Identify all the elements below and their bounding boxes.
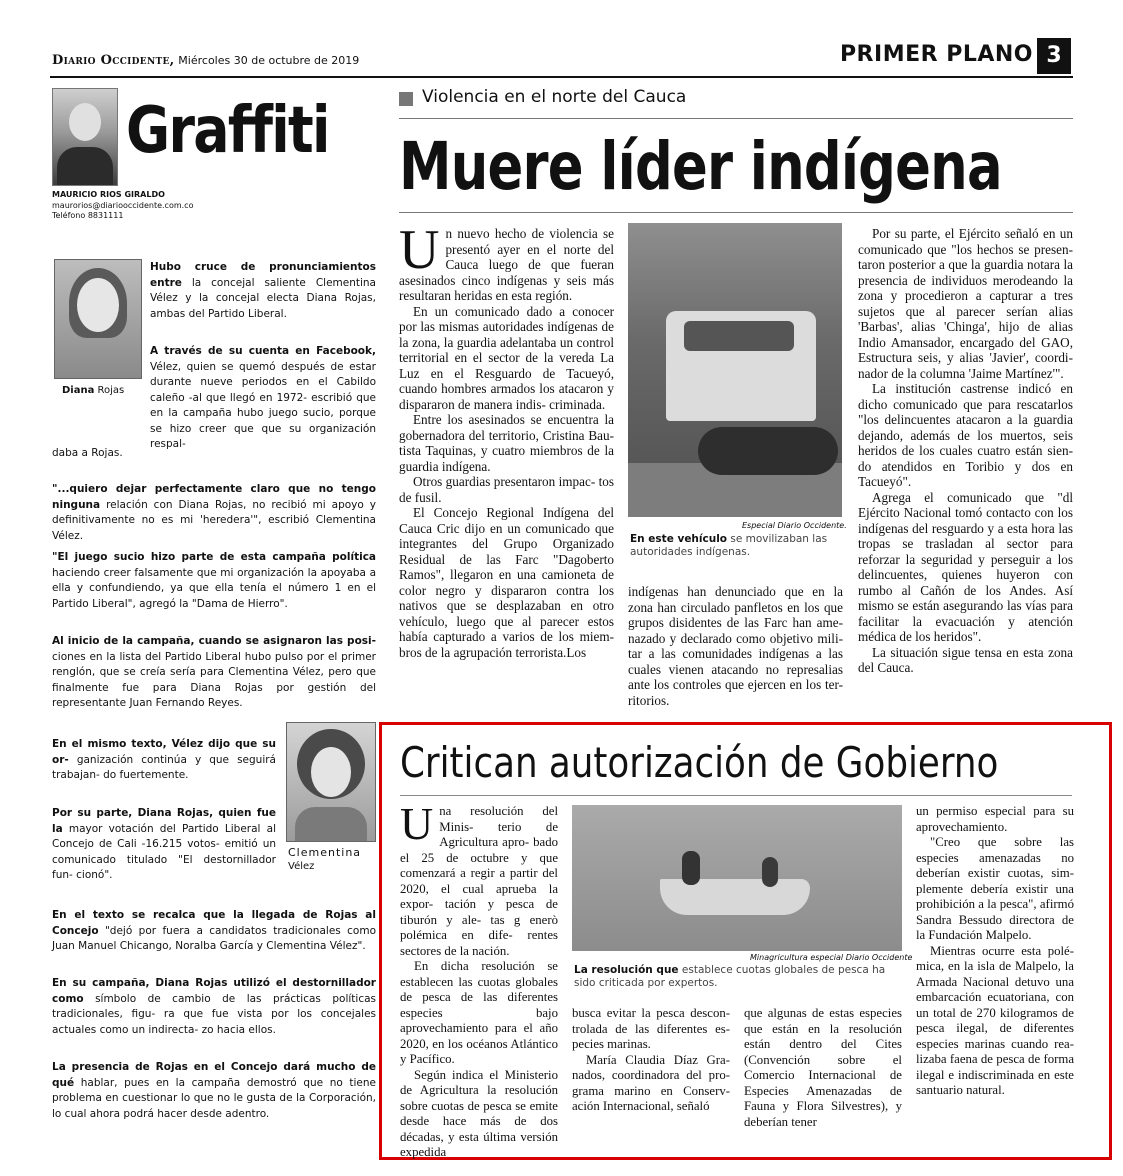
main-headline: Muere líder indígena bbox=[399, 128, 1002, 205]
graffiti-item bbox=[150, 344, 376, 453]
graffiti-item-continued bbox=[52, 446, 376, 462]
item-text: daba a Rojas. bbox=[52, 447, 123, 459]
graffiti-item bbox=[52, 482, 376, 544]
author-email: maurorios@diariooccidente.com.co bbox=[52, 201, 194, 210]
article-paragraph bbox=[400, 798, 558, 959]
item-lead: En su campaña, Diana Rojas utilizó el destornillador como bbox=[52, 977, 376, 1005]
article-paragraph: Agrega el comunicado que "dl Ejército Nacional tomó contacto con los indígenas del resguardo y a esta hora las tropas se trasladan al sector para reforzar la seguridad y perseguir a los delincuentes, quienes huyeron con rumbo al Cañón de los Andes. Así mismo se están asegurando las vías para facilitar la evacuación y atención médica de los heridos". bbox=[858, 489, 1073, 644]
photo-caption bbox=[574, 964, 902, 990]
drop-cap: U bbox=[399, 219, 440, 281]
item-text: ciones en la lista del Partido Liberal hubo pulso por el primer renglón, que se creía sería para Clementina Vélez, pero que finalmente fue para Diana Rojas por gestión del representante Juan Fernando Reyes. bbox=[52, 650, 376, 709]
page-number: 3 bbox=[1037, 38, 1071, 74]
photo-credit: Especial Diario Occidente. bbox=[742, 521, 847, 530]
photo-body bbox=[295, 807, 367, 841]
item-lead: Por su parte, Diana Rojas, quien fue la bbox=[52, 807, 276, 835]
paper-name: Diario Occidente, bbox=[52, 53, 175, 68]
secondary-column-4 bbox=[916, 804, 1074, 1099]
item-lead: En el texto se recalca que la llegada de Rojas al Concejo bbox=[52, 909, 376, 937]
item-text: la concejal saliente Clementina Vélez y la concejal electa Diana Rojas, ambas del Partido Liberal. bbox=[150, 276, 376, 320]
author-photo bbox=[52, 88, 118, 186]
item-text: hablar, pues en la campaña demostró que no tiene problema en cuestionar lo que no le gusta de la Corporación, lo cual ahora podrá hacer desde adentro. bbox=[52, 1076, 376, 1120]
article-paragraph: Entre los asesinados se encuentra la gobernadora del territorio, Cristina Bau-tista Taquinas, y cuatro miembros de la guardia indígena. bbox=[399, 412, 614, 474]
article-column-3 bbox=[858, 226, 1073, 676]
graffiti-item bbox=[52, 976, 376, 1038]
vehicle-photo bbox=[628, 223, 842, 517]
truck-windshield bbox=[684, 321, 794, 351]
article-paragraph: La situación sigue tensa en esta zona del Cauca. bbox=[858, 644, 1073, 675]
graffiti-item bbox=[150, 260, 376, 322]
kicker-square-icon bbox=[399, 92, 413, 106]
item-text: Vélez, quien se quemó después de estar durante nueve periodos en el Cabildo caleño -al que llegó en 1972- escribió que en la campaña hubo juego sucio, porque se hizo creer que que su organización respal- bbox=[150, 360, 376, 450]
article-kicker: Violencia en el norte del Cauca bbox=[422, 87, 687, 107]
article-paragraph: La institución castrense indicó en dicho comunicado que para rescatarlos "los delincuentes atacaron a la guardia dejando, además de los muertos, seis heridos de los cuales cuatro están sien- do atendidos en Toribio y dos en Tacueyó". bbox=[858, 381, 1073, 489]
author-name: MAURICIO RIOS GIRALDO bbox=[52, 190, 165, 199]
caption-rest: se movilizaban las autoridades indígenas. bbox=[630, 533, 828, 558]
secondary-headline: Critican autorización de Gobierno bbox=[400, 738, 999, 787]
caption-bold: En este vehículo bbox=[630, 533, 728, 545]
caption-rest: Rojas bbox=[94, 385, 125, 396]
article-paragraph: Según indica el Ministerio de Agricultura la resolución sobre cuotas de pesca se emite desde hace más de dos décadas, y esta última versión expedida bbox=[400, 1067, 558, 1159]
caption-bold: Diana bbox=[62, 385, 95, 396]
author-phone: Teléfono 8831111 bbox=[52, 211, 124, 220]
photo-fisherman bbox=[682, 851, 700, 885]
article-column-2 bbox=[628, 584, 843, 708]
caption-rest: establece cuotas globales de pesca ha sido criticada por expertos. bbox=[574, 964, 886, 989]
graffiti-item bbox=[52, 550, 376, 612]
secondary-column-2 bbox=[572, 1006, 730, 1115]
photo-credit: Minagricultura especial Diario Occidente bbox=[750, 953, 913, 962]
article-paragraph: "Creo que sobre las especies amenazadas no deberían existir cuotas, sim- plemente debería existir una prohibición a la pesca", afirmó Sandra Bessudo directora de la Fundación Malpelo. bbox=[916, 835, 1074, 942]
article-paragraph: un permiso especial para su aprovechamiento. bbox=[916, 804, 1074, 834]
caption-bold: La resolución que bbox=[574, 964, 679, 976]
paragraph-text: na resolución del Minis- terio de Agricultura apro- bado el 25 de octubre y que comenzará a regir a partir del 2020, el cual aprueba la expor- tación y pesca de tiburón y ale- tas g enerò polémica en dife- rentes sectores de la nación. bbox=[400, 804, 558, 958]
headline-rule bbox=[399, 212, 1073, 213]
masthead-dateline bbox=[52, 53, 359, 68]
article-paragraph: Por su parte, el Ejército señaló en un comunicado que "los hechos se presen- taron posterior a que la guardia notara la presencia de individuos merodeando la zona y procedieron a capturar a tres sujetos que al parecer serían alias 'Barbas', alias 'Chinga', hijo de alias Indio Amansador, encargado del GAO, Estructura seis, y alias 'Javier', coordi- nador de la columna 'Jaime Martínez'". bbox=[858, 226, 1073, 381]
item-text: ganización continúa y que seguirá trabajan- do fuertemente. bbox=[52, 753, 276, 781]
article-paragraph: indígenas han denunciado que en la zona han circulado panfletos en los que grupos disidentes de las Farc han ame- nazado y declarado como objetivo mili- tar a las comunidades indígenas a las cuales vienen atacando no represalias ante los controles que ejercen en los ter- ritorios. bbox=[628, 584, 843, 708]
item-lead: Hubo cruce de pronunciamientos entre bbox=[150, 261, 376, 289]
drop-cap: U bbox=[400, 798, 434, 849]
item-lead: "El juego sucio hizo parte de esta campaña política bbox=[52, 551, 376, 563]
photo-truck bbox=[666, 311, 816, 421]
item-text: haciendo creer falsamente que mi organización la apoyaba a ella y confundiendo, ya que ella tenía el número 1 en el Partido Liberal", agregó la "Dama de Hierro". bbox=[52, 566, 376, 610]
article-paragraph: En dicha resolución se establecen las cuotas globales de pesca de las diferentes especies bajo aprovechamiento para el año 2020, en los océanos Atlántico y Pacífico. bbox=[400, 959, 558, 1066]
author-face bbox=[69, 103, 101, 141]
graffiti-item bbox=[52, 737, 276, 784]
photo-motorcycle bbox=[698, 427, 838, 475]
article-paragraph: En un comunicado dado a conocer por las mismas autoridades indígenas de la zona, la guardia adelantaba un control territorial en el sector de la vereda La Luz en el Resguardo de Tacueyó, cuando hombres armados los atacaron y dispararon de manera indis- criminada. bbox=[399, 303, 614, 412]
diana-rojas-caption bbox=[62, 385, 124, 396]
clementina-caption-name: Clementina bbox=[288, 846, 362, 859]
graffiti-item bbox=[52, 806, 276, 884]
item-text: símbolo de cambio de las prácticas políticas tradicionales, figu- ra que fue vista por los concejales actuales como un indirecta- zo hacia ellos. bbox=[52, 992, 376, 1036]
clementina-caption-surname: Vélez bbox=[288, 861, 315, 872]
article-paragraph: busca evitar la pesca descon- trolada de las diferentes es- pecies marinas. bbox=[572, 1006, 730, 1051]
secondary-headline-rule bbox=[400, 795, 1072, 796]
article-paragraph: El Concejo Regional Indígena del Cauca Cric dijo en un comunicado que integrantes del Grupo Organizado Residual de las Farc "Dagoberto Ramos", llegaron en una camioneta de color negro y dispararon contra los nativos que se desplazaban en otro vehículo, luego que al parecer estos había capturado a varios de los miem- bros de la agrupación terrorista.Los bbox=[399, 505, 614, 660]
diana-rojas-photo bbox=[54, 259, 142, 379]
article-paragraph: Mientras ocurre esta polé- mica, en la isla de Malpelo, la Armada Nacional detuvo una embarcación ecuatoriana, con un total de 270 kilogramos de pesca ilegal, de diferentes especies marinas cuando rea- lizaba faena de pesca de forma ilegal e indiscriminada en este santuario natural. bbox=[916, 943, 1074, 1097]
article-paragraph: Otros guardias presentaron impac- tos de fusil. bbox=[399, 474, 614, 505]
section-title: PRIMER PLANO bbox=[839, 42, 1033, 67]
item-lead: La presencia de Rojas en el Concejo dará mucho de qué bbox=[52, 1061, 376, 1089]
item-lead: "...quiero dejar perfectamente claro que no tengo ninguna bbox=[52, 483, 376, 511]
graffiti-item bbox=[52, 634, 376, 712]
secondary-column-1 bbox=[400, 798, 558, 1161]
paragraph-text: n nuevo hecho de violencia se presentó ayer en el norte del Cauca luego de que fueran asesinados cinco indígenas y seis más resultaran heridas en esta región. bbox=[399, 226, 614, 303]
kicker-rule bbox=[399, 118, 1073, 119]
item-lead: En el mismo texto, Vélez dijo que su or- bbox=[52, 738, 276, 766]
graffiti-item bbox=[52, 908, 376, 955]
author-body bbox=[57, 147, 113, 185]
item-text: mayor votación del Partido Liberal al Concejo de Cali -16.215 votos- emitió un comunicado titulado "El destornillador fun- cionó". bbox=[52, 822, 276, 881]
article-paragraph: María Claudia Díaz Gra- nados, coordinadora del pro- grama marino en Conserv- ación Internacional, señaló bbox=[572, 1052, 730, 1113]
item-lead: Al inicio de la campaña, cuando se asignaron las posi- bbox=[52, 635, 376, 647]
photo-boat bbox=[660, 879, 810, 915]
photo-face bbox=[311, 747, 351, 797]
fishing-boat-photo bbox=[572, 805, 902, 951]
article-paragraph bbox=[399, 219, 614, 304]
article-column-1 bbox=[399, 219, 614, 660]
photo-face bbox=[77, 278, 119, 332]
graffiti-item bbox=[52, 1060, 376, 1122]
photo-caption bbox=[630, 533, 842, 559]
masthead-rule bbox=[50, 76, 1073, 78]
item-lead: A través de su cuenta en Facebook, bbox=[150, 345, 376, 357]
item-text: "dejó por fuera a candidatos tradicionales como Juan Manuel Chicango, Noralba García y Clementina Vélez". bbox=[52, 924, 376, 952]
graffiti-title: Graffiti bbox=[126, 94, 329, 168]
issue-date: Miércoles 30 de octubre de 2019 bbox=[178, 54, 360, 67]
secondary-column-3 bbox=[744, 1006, 902, 1130]
item-text: relación con Diana Rojas, no recibió mi apoyo y definitivamente no es mi 'heredera'", escribió Clementina Vélez. bbox=[52, 498, 376, 542]
clementina-velez-photo bbox=[286, 722, 376, 842]
article-paragraph: que algunas de estas especies que están en la resolución están dentro del Cites (Convención sobre el Comercio Internacional de Especies Amenazadas de Fauna y Flora Silvestres), y deberían tener bbox=[744, 1006, 902, 1129]
photo-fisherman bbox=[762, 857, 778, 887]
